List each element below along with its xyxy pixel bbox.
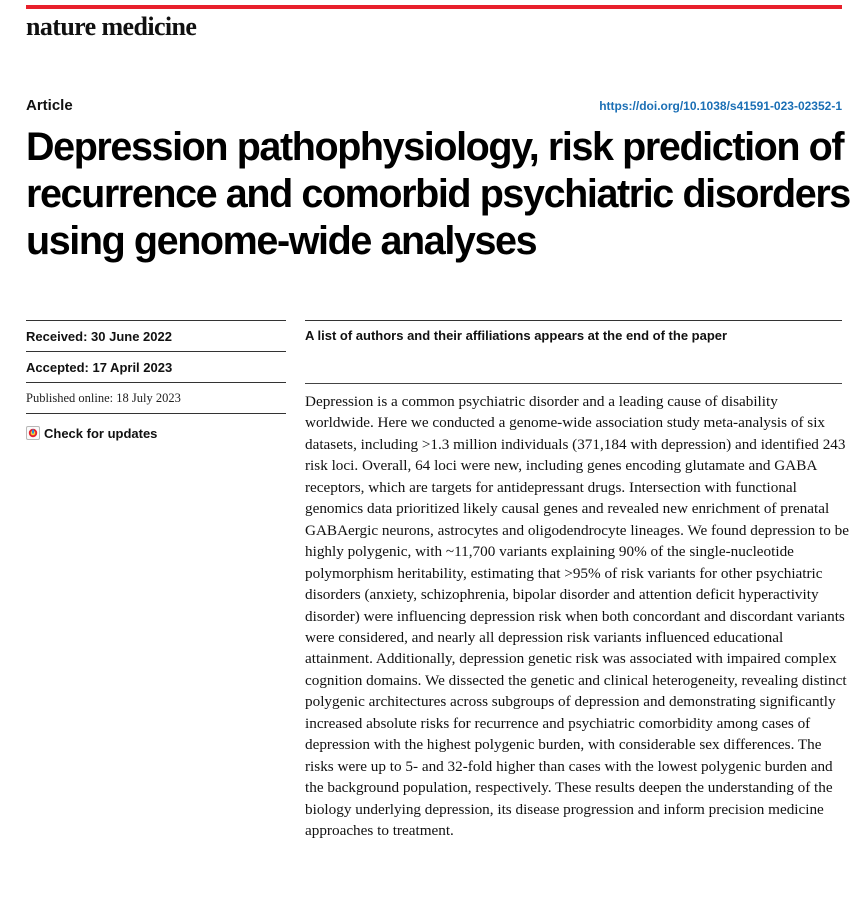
accepted-date: Accepted: 17 April 2023 [26, 351, 286, 382]
authors-note: A list of authors and their affiliations appears at the end of the paper [305, 328, 728, 343]
published-date: Published online: 18 July 2023 [26, 382, 286, 413]
check-for-updates-label: Check for updates [44, 425, 158, 441]
check-for-updates-button[interactable] [26, 413, 286, 444]
journal-accent-rule [26, 5, 842, 9]
article-dates [26, 320, 286, 444]
doi-link[interactable]: https://doi.org/10.1038/s41591-023-02352-1 [599, 99, 842, 113]
received-date: Received: 30 June 2022 [26, 320, 286, 351]
abstract-divider [305, 383, 842, 384]
article-title: Depression pathophysiology, risk prediction of recurrence and comorbid psychiatric disorders using genome-wide analyses [26, 125, 850, 263]
abstract-text: Depression is a common psychiatric disorder and a leading cause of disability worldwide. Here we conducted a genome-wide association study meta-analysis of six datasets, including >1.3 million individuals (371,184 with depression) and identified 243 risk loci. Overall, 64 loci were new, including genes encoding glutamate and GABA receptors, which are targets for antidepressant drugs. Intersection with functional genomics data prioritized likely causal genes and revealed new enrichment of prenatal GABAergic neurons, astrocytes and oligodendrocyte lineages. We found depression to be highly polygenic, with ~11,700 variants explaining 90% of the single-nucleotide polymorphism heritability, estimating that >95% of risk variants for other psychiatric disorders (anxiety, schizophrenia, bipolar disorder and attention deficit hyperactivity disorder) were influencing depression risk when both concordant and discordant variants were considered, and nearly all depression risk variants influenced educational attainment. Additionally, depression genetic risk was associated with impaired complex cognition domains. We dissected the genetic and clinical heterogeneity, revealing distinct polygenic architectures across subgroups of depression and demonstrating significantly increased absolute risks for recurrence and psychiatric comorbidity among cases of depression with the highest polygenic burden, with considerable sex differences. The risks were up to 5- and 32-fold higher than cases with the lowest polygenic burden and the background population, respectively. These results deepen the understanding of the biology underlying depression, its disease progression and inform precision medicine approaches to treatment. [305, 393, 849, 840]
article-type: Article [26, 97, 73, 114]
journal-name: nature medicine [26, 12, 197, 41]
check-updates-icon [26, 426, 40, 440]
authors-divider [305, 320, 842, 321]
